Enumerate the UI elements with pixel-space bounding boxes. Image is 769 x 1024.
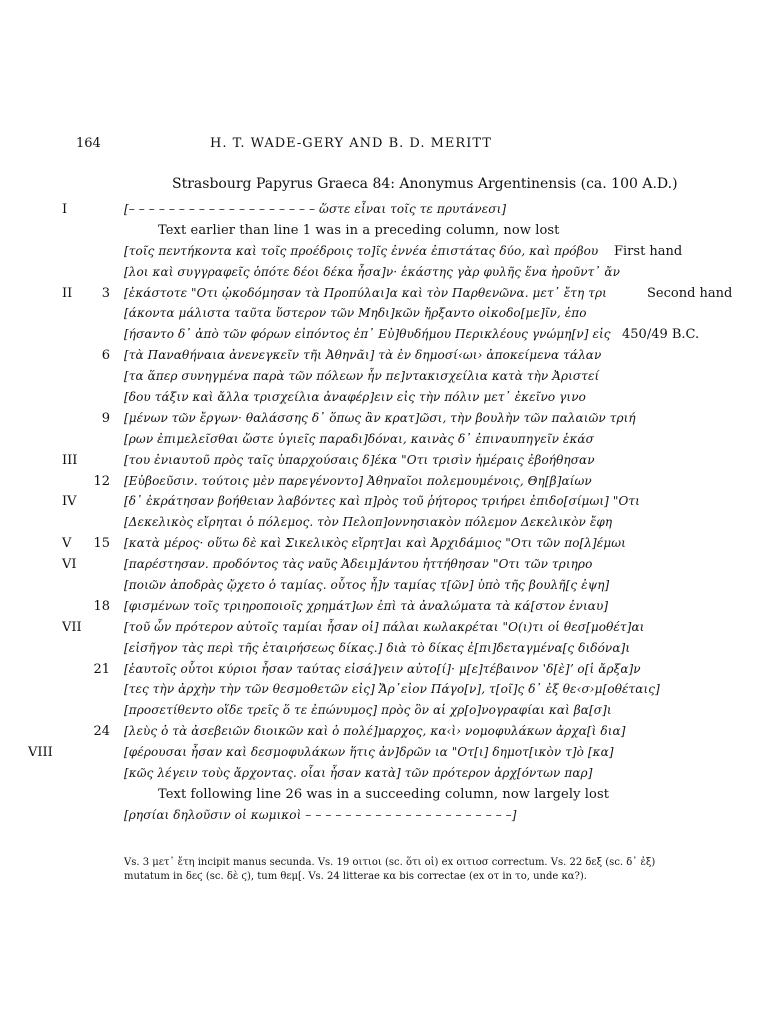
text-line: [0, 492, 769, 513]
text-line: [0, 200, 769, 221]
apparatus-notes: Vs. 3 μετ᾽ ἔτη incipit manus secunda. Vs. 19 οιτιοι (sc. ὅτι οἱ) ex οιτιοσ correctum. Vs. 22 δεξ (sc. δ᾽ ἐξ) mutatum in δεϛ (sc. δὲ ϛ), tum θεμ[. Vs. 24 litterae κα bis correctae (ex οτ in το, unde κα?).: [124, 857, 656, 882]
greek-text: [άκοντα μάλιστα ταῦτα ὕστερον τῶν Μηδι]κῶν ἤρξαντο οἰκοδο[με]ῖν, ἐπο: [124, 306, 587, 321]
line-number: 15: [93, 536, 110, 552]
section-numeral: VI: [62, 557, 77, 573]
section-numeral: VII: [62, 619, 82, 635]
greek-text: [του ἐνιαυτοῦ πρὸς ταῖς ὑπαρχούσαις δ]έκα "Οτι τρισὶν ἡμέραις ἐβοήθησαν: [124, 452, 595, 467]
section-numeral: IV: [62, 494, 77, 510]
text-line: [0, 367, 769, 388]
margin-note: Second hand: [647, 285, 733, 301]
margin-note: First hand: [614, 243, 683, 259]
text-line: [0, 618, 769, 639]
greek-text: [ἑκάστοτε "Οτι ᾠκοδόμησαν τὰ Προπύλαι]α καὶ τὸν Παρθενῶνα. μετ᾽ ἔτη τρι: [124, 285, 607, 300]
greek-text: [εἰσῆγον τὰς περὶ τῆς ἑταιρήσεως δίκας.] διὰ τὸ δίκας ἐ[πι]δεταγμένα[ς διδόνα]ι: [124, 640, 631, 655]
greek-text: [ήσαντο δ᾽ ἀπὸ τῶν φόρων εἰπόντος ἐπ᾽ Εὐ]θυδήμου Περικλέους γνώμη[ν] εἰς: [124, 327, 611, 342]
greek-text: [φέρουσαι ἦσαν καὶ δεσμοφυλάκων ἥτις ἀν]δρῶν ια "Οτ[ι] δημοτ[ικὸν τ]ὸ [κα]: [124, 745, 614, 760]
line-number: 12: [93, 473, 110, 489]
greek-text: [τοῦ ὧν πρότερον αὐτοῖς ταμίαι ἦσαν οἱ] πάλαι κωλακρέται "Ο(ι)τι οἱ θεσ[μοθέτ]αι: [124, 619, 645, 634]
greek-text: [ρων ἐπιμελεῖσθαι ὥστε ὑγιεῖς παραδι]δόναι, καινὰς δ᾽ ἐπιναυπηγεῖν ἑκάσ: [124, 431, 594, 446]
margin-note: 450/49 B.C.: [622, 327, 700, 343]
text-line: [0, 722, 769, 743]
greek-text: [ἑαυτοῖς οὗτοι κύριοι ἦσαν ταύτας εἰσά]γειν αὐτο[ί]· μ[ε]τέβαινον ʽδ[ὲ]ʼ ο[ἱ ἄρξα]ν: [124, 661, 641, 676]
greek-text: [παρέστησαν. προδόντος τὰς ναῦς Ἀδειμ]άντου ἡττήθησαν "Οτι τῶν τριηρο: [124, 557, 593, 572]
line-number: 18: [93, 598, 110, 614]
text-line: [0, 221, 769, 242]
section-numeral: III: [62, 452, 78, 468]
greek-text: [τοῖς πεντήκοντα καὶ τοῖς προέδροις το]ῖς ἐννέα ἐπιστάτας δύο, καὶ πρόβου: [124, 243, 599, 258]
section-numeral: II: [62, 285, 73, 301]
greek-text: [δ᾽ ἐκράτησαν βοήθειαν λαβόντες καὶ π]ρὸς τοῦ ῥήτορος τριήρει ἐπιδο[σίμωι] "Οτι: [124, 494, 640, 509]
text-line: [0, 346, 769, 367]
text-line: [0, 409, 769, 430]
text-line: [0, 304, 769, 325]
page-header: [0, 136, 769, 156]
greek-text: [κατὰ μέρος· οὕτω δὲ καὶ Σικελικὸς εἴρητ]αι καὶ Ἀρχιδάμιος "Οτι τῶν πο[λ]έμωι: [124, 536, 626, 551]
text-line: [0, 534, 769, 555]
text-line: [0, 576, 769, 597]
line-number: 3: [101, 285, 110, 301]
greek-text: [δου τάξιν καὶ ἄλλα τρισχείλια ἀναφέρ]ειν εἰς τὴν πόλιν μετ᾽ ἐκεῖνο γινο: [124, 390, 586, 405]
text-line: [0, 806, 769, 827]
text-line: [0, 388, 769, 409]
text-line: [0, 555, 769, 576]
greek-text: [ρησίαι δηλοῦσιν οἱ κωμικοὶ – – – – – – – – – – – – – – – – – – – – –]: [124, 807, 517, 822]
greek-text: [προσετίθεντο οἵδε τρεῖς ὅ τε ἐπώνυμος] πρὸς ὃν αἱ χρ[ο]νογραφίαι καὶ βα[σ]ι: [124, 703, 612, 718]
greek-text: [φισμένων τοῖς τριηροποιοῖς χρημάτ]ων ἐπὶ τὰ ἀναλώματα τὰ κά[στον ἐνιαυ]: [124, 598, 609, 613]
greek-text: [μένων τῶν ἔργων· θαλάσσης δ᾽ ὅπως ἂν κρατ]ῶσι, τὴν βουλὴν τῶν παλαιῶν τριή: [124, 410, 636, 425]
greek-text: [τες τὴν ἀρχὴν τὴν τῶν θεσμοθετῶν εἰς] Ἄρ᾽εἰον Πάγο[ν], τ[οῖ]ς δ᾽ ἐξ θε‹σ›μ[οθέταις]: [124, 682, 660, 697]
text-line: [0, 701, 769, 722]
greek-text: [λοι καὶ συγγραφεῖς ὁπότε δέοι δέκα ἦσα]ν· ἑκάστης γὰρ φυλῆς ἕνα ἠροῦντ᾽ ἄν: [124, 264, 620, 279]
editorial-note: Text following line 26 was in a succeeding column, now largely lost: [158, 786, 610, 802]
running-head: H. T. WADE-GERY AND B. D. MERITT: [210, 136, 492, 151]
text-line: [0, 325, 769, 346]
text-line: [0, 513, 769, 534]
greek-text: [ποιῶν ἀποδρὰς ᾤχετο ὁ ταμίας. οὗτος ἦ]ν ταμίας τ[ῶν] ὑπὸ τῆς βουλῆ[ς ἐψη]: [124, 578, 610, 593]
text-line: [0, 263, 769, 284]
line-number: 6: [101, 348, 110, 364]
text-line: [0, 743, 769, 764]
section-numeral: VIII: [28, 745, 53, 761]
papyrus-text: [0, 200, 769, 827]
line-number: 21: [93, 661, 110, 677]
line-number: 24: [93, 724, 110, 740]
text-line: [0, 785, 769, 806]
text-line: [0, 284, 769, 305]
line-number: 9: [101, 410, 110, 426]
papyrus-title: Strasbourg Papyrus Graeca 84: Anonymus Argentinensis (ca. 100 A.D.): [172, 176, 678, 192]
greek-text: [Εὐβοεῦσιν. τούτοις μὲν παρεγένοντο] Ἀθηναῖοι πολεμουμένοις, Θη[β]αίων: [124, 473, 592, 488]
text-line: [0, 764, 769, 785]
text-line: [0, 242, 769, 263]
section-numeral: V: [62, 536, 72, 552]
text-line: [0, 660, 769, 681]
greek-text: [λεὺς ὁ τὰ ἀσεβειῶν διοικῶν καὶ ὁ πολέ]μαρχος, κα‹ὶ› νομοφυλάκων ἀρχα[ὶ δια]: [124, 724, 626, 739]
editorial-note: Text earlier than line 1 was in a preceding column, now lost: [158, 222, 560, 238]
greek-text: [τα ἅπερ συνηγμένα παρὰ τῶν πόλεων ἦν πε]ντακισχείλια κατὰ τὴν Ἀριστεί: [124, 369, 600, 384]
greek-text: [– – – – – – – – – – – – – – – – – – – ὥστε εἶναι τοῖς τε πρυτάνεσι]: [124, 202, 507, 216]
text-line: [0, 472, 769, 493]
text-line: [0, 680, 769, 701]
greek-text: [τὰ Παναθήναια ἀνενεγκεῖν τῆι Ἀθηνᾶι] τὰ ἐν δημοσί‹ωι› ἀποκείμενα τάλαν: [124, 348, 602, 363]
text-line: [0, 430, 769, 451]
section-numeral: I: [62, 202, 68, 217]
greek-text: [Δεκελικὸς εἴρηται ὁ πόλεμος. τὸν Πελοπ]οννησιακὸν πόλεμον Δεκελικὸν ἔφη: [124, 515, 613, 530]
greek-text: [κῶς λέγειν τοὺς ἄρχοντας. οἷαι ἦσαν κατὰ] τῶν πρότερον ἀρχ[όντων παρ]: [124, 766, 593, 781]
text-line: [0, 639, 769, 660]
text-line: [0, 597, 769, 618]
page-number: 164: [76, 136, 101, 151]
text-line: [0, 451, 769, 472]
